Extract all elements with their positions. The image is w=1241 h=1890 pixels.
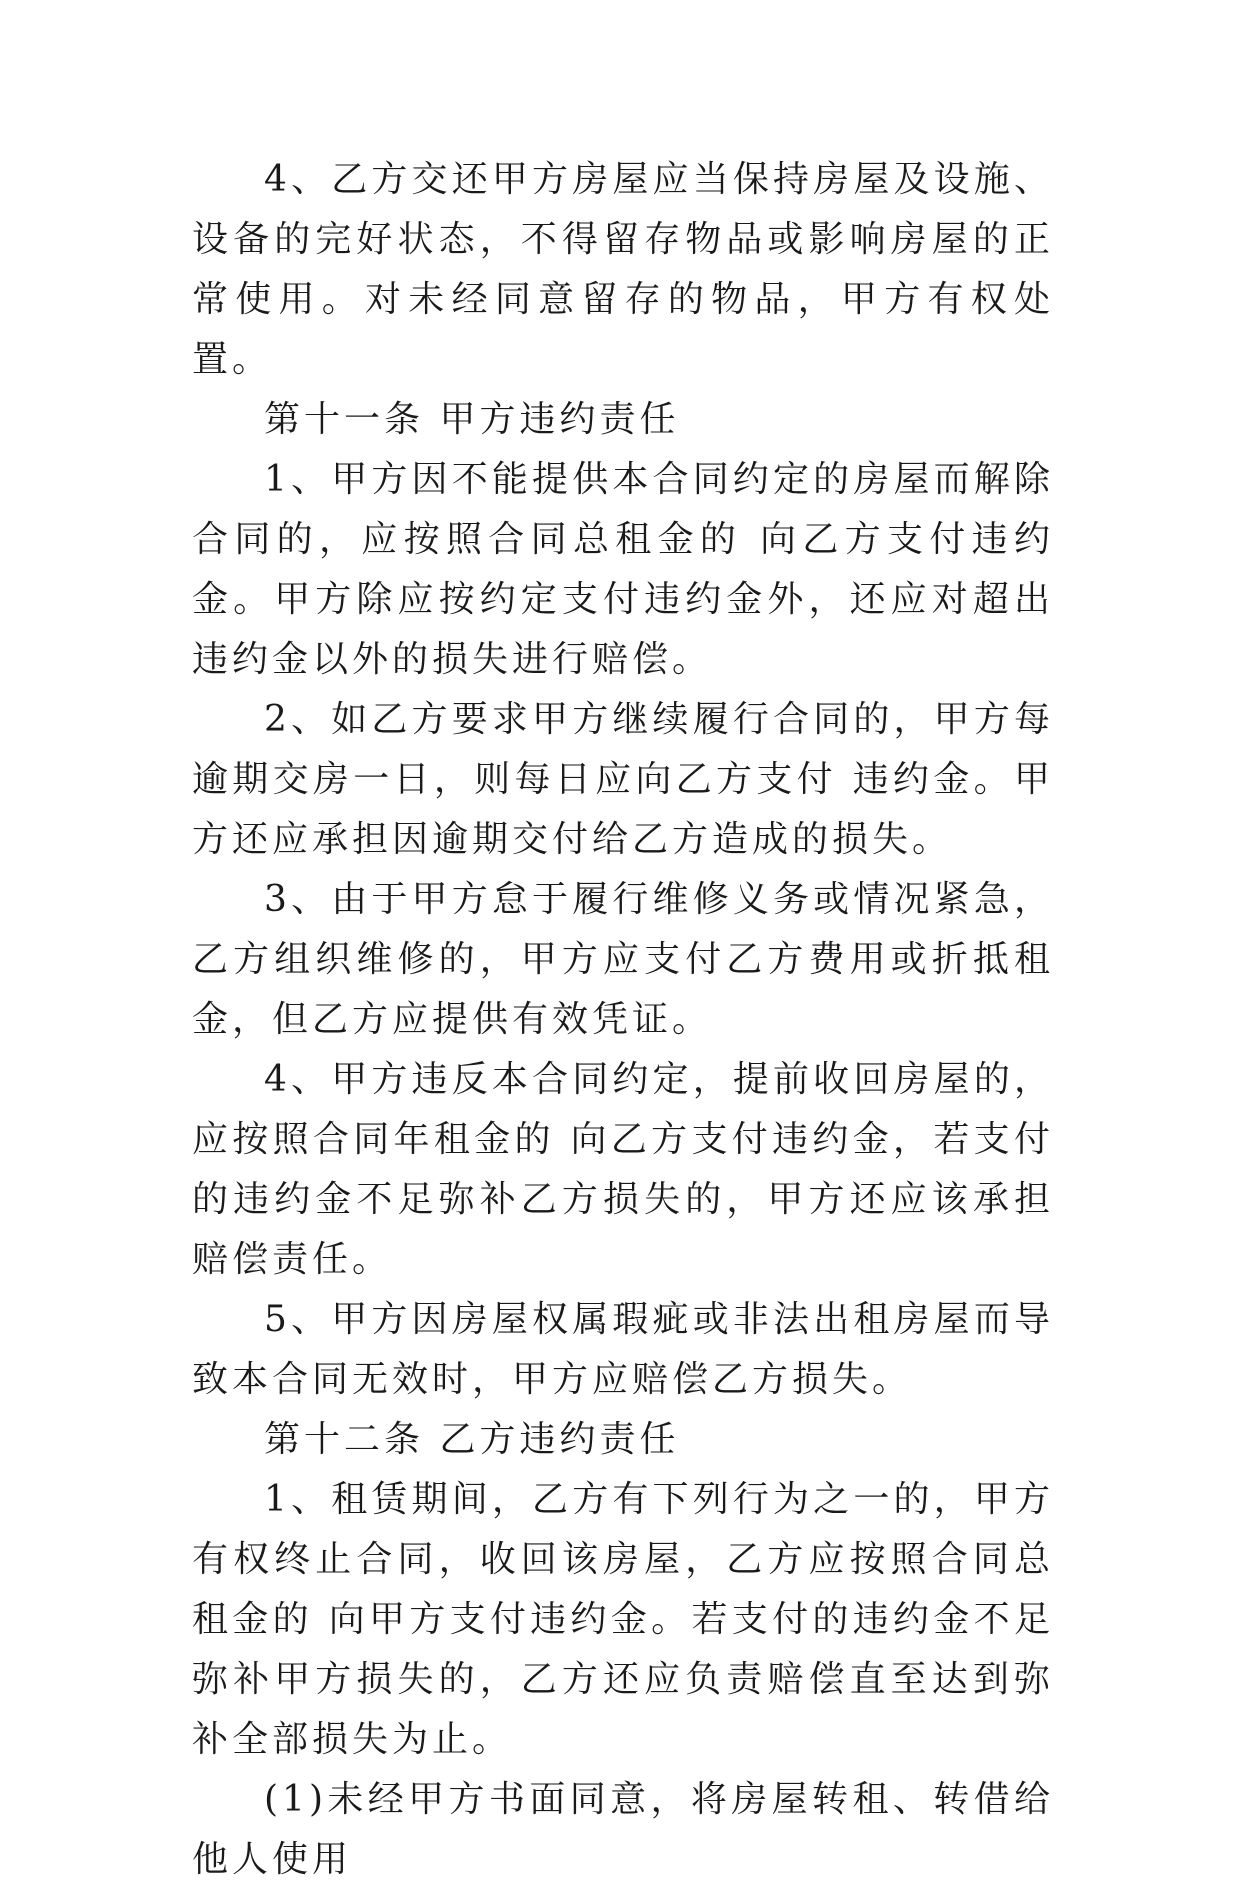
article-11-clause-2: 2、如乙方要求甲方继续履行合同的，甲方每逾期交房一日，则每日应向乙方支付 违约金。甲方还应承担因逾期交付给乙方造成的损失。 xyxy=(192,699,1054,860)
article-11-clause-5: 5、甲方因房屋权属瑕疵或非法出租房屋而导致本合同无效时，甲方应赔偿乙方损失。 xyxy=(192,1299,1054,1400)
article-11-heading: 第十一条 甲方违约责任 xyxy=(264,399,680,440)
article-11-clause-1: 1、甲方因不能提供本合同约定的房屋而解除合同的，应按照合同总租金的 向乙方支付违约金。甲方除应按约定支付违约金外，还应对超出违约金以外的损失进行赔偿。 xyxy=(192,459,1054,680)
paragraph-return-condition: 4、乙方交还甲方房屋应当保持房屋及设施、设备的完好状态，不得留存物品或影响房屋的正常使用。对未经同意留存的物品，甲方有权处置。 xyxy=(192,159,1054,380)
article-11-clause-4: 4、甲方违反本合同约定，提前收回房屋的，应按照合同年租金的 向乙方支付违约金，若支付的违约金不足弥补乙方损失的，甲方还应该承担赔偿责任。 xyxy=(192,1059,1054,1280)
article-11-clause-3: 3、由于甲方怠于履行维修义务或情况紧急，乙方组织维修的，甲方应支付乙方费用或折抵租金，但乙方应提供有效凭证。 xyxy=(192,879,1054,1040)
article-12-item-1: (1)未经甲方书面同意，将房屋转租、转借给他人使用 xyxy=(192,1779,1054,1880)
article-12-clause-1: 1、租赁期间，乙方有下列行为之一的，甲方有权终止合同，收回该房屋，乙方应按照合同总租金的 向甲方支付违约金。若支付的违约金不足弥补甲方损失的，乙方还应负责赔偿直至达到弥补全部损失为止。 xyxy=(192,1479,1054,1760)
document-body xyxy=(192,150,1054,1890)
article-12-heading: 第十二条 乙方违约责任 xyxy=(264,1419,680,1460)
